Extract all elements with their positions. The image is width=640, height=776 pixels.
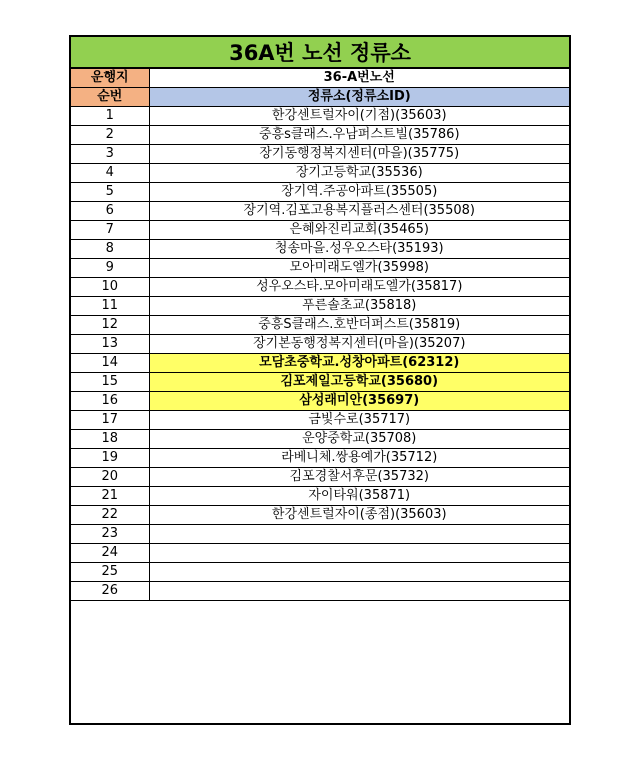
table-row [71, 145, 569, 164]
table-row [71, 525, 569, 544]
stop-order: 17 [71, 411, 149, 430]
stop-name: 모아미래도엘가(35998) [149, 259, 569, 278]
table-row [71, 297, 569, 316]
stop-order: 15 [71, 373, 149, 392]
stop-order: 5 [71, 183, 149, 202]
stop-table [71, 68, 569, 601]
stop-name: 삼성래미안(35697) [149, 392, 569, 411]
stop-name: 모담초중학교.성창아파트(62312) [149, 354, 569, 373]
stop-order: 18 [71, 430, 149, 449]
table-row [71, 468, 569, 487]
table-row [71, 506, 569, 525]
stop-name: 한강센트럴자이(기점)(35603) [149, 107, 569, 126]
stop-name [149, 582, 569, 601]
stop-order: 6 [71, 202, 149, 221]
table-row [71, 240, 569, 259]
table-row [71, 183, 569, 202]
table-row [71, 107, 569, 126]
stop-order: 11 [71, 297, 149, 316]
stop-name: 장기고등학교(35536) [149, 164, 569, 183]
stop-order: 21 [71, 487, 149, 506]
stop-order: 24 [71, 544, 149, 563]
table-row [71, 392, 569, 411]
stop-name: 한강센트럴자이(종점)(35603) [149, 506, 569, 525]
stop-name: 은혜와진리교회(35465) [149, 221, 569, 240]
route-label: 운행지 [71, 69, 149, 88]
stop-name: 장기역.주공아파트(35505) [149, 183, 569, 202]
stop-name: 성우오스타.모아미래도엘가(35817) [149, 278, 569, 297]
table-row [71, 335, 569, 354]
table-row [71, 449, 569, 468]
table-row [71, 354, 569, 373]
table-row [71, 278, 569, 297]
table-row [71, 316, 569, 335]
table-row [71, 221, 569, 240]
order-header: 순번 [71, 88, 149, 107]
stop-name: 청송마을.성우오스타(35193) [149, 240, 569, 259]
stop-order: 26 [71, 582, 149, 601]
stop-order: 25 [71, 563, 149, 582]
stop-name [149, 544, 569, 563]
stop-order: 4 [71, 164, 149, 183]
stop-order: 20 [71, 468, 149, 487]
stop-order: 1 [71, 107, 149, 126]
table-row [71, 126, 569, 145]
stop-order: 12 [71, 316, 149, 335]
table-row [71, 544, 569, 563]
stop-order: 16 [71, 392, 149, 411]
stop-name: 자이타워(35871) [149, 487, 569, 506]
stop-order: 22 [71, 506, 149, 525]
stop-order: 3 [71, 145, 149, 164]
table-row [71, 430, 569, 449]
stop-name: 라베니체.쌍용예가(35712) [149, 449, 569, 468]
stop-name: 중흥s클래스.우남퍼스트빌(35786) [149, 126, 569, 145]
stop-order: 19 [71, 449, 149, 468]
table-row [71, 164, 569, 183]
stop-order: 13 [71, 335, 149, 354]
route-header-row [71, 69, 569, 88]
column-header-row [71, 88, 569, 107]
table-row [71, 582, 569, 601]
stop-name [149, 563, 569, 582]
stop-order: 23 [71, 525, 149, 544]
stop-name: 김포경찰서후문(35732) [149, 468, 569, 487]
stop-order: 7 [71, 221, 149, 240]
table-row [71, 411, 569, 430]
stop-order: 2 [71, 126, 149, 145]
table-row [71, 259, 569, 278]
table-row [71, 202, 569, 221]
stop-name: 운양중학교(35708) [149, 430, 569, 449]
stop-order: 8 [71, 240, 149, 259]
stop-header: 정류소(정류소ID) [149, 88, 569, 107]
stop-order: 10 [71, 278, 149, 297]
stop-name: 금빛수로(35717) [149, 411, 569, 430]
stop-name: 중흥S클래스.호반더퍼스트(35819) [149, 316, 569, 335]
stop-name [149, 525, 569, 544]
stop-order: 14 [71, 354, 149, 373]
stop-name: 푸른솔초교(35818) [149, 297, 569, 316]
table-row [71, 563, 569, 582]
stop-name: 김포제일고등학교(35680) [149, 373, 569, 392]
table-row [71, 373, 569, 392]
sheet-title: 36A번 노선 정류소 [71, 37, 569, 68]
stop-name: 장기동행정복지센터(마을)(35775) [149, 145, 569, 164]
route-stop-sheet [69, 35, 571, 725]
table-row [71, 487, 569, 506]
stop-name: 장기역.김포고용복지플러스센터(35508) [149, 202, 569, 221]
route-value: 36-A번노선 [149, 69, 569, 88]
stop-order: 9 [71, 259, 149, 278]
stop-name: 장기본동행정복지센터(마을)(35207) [149, 335, 569, 354]
